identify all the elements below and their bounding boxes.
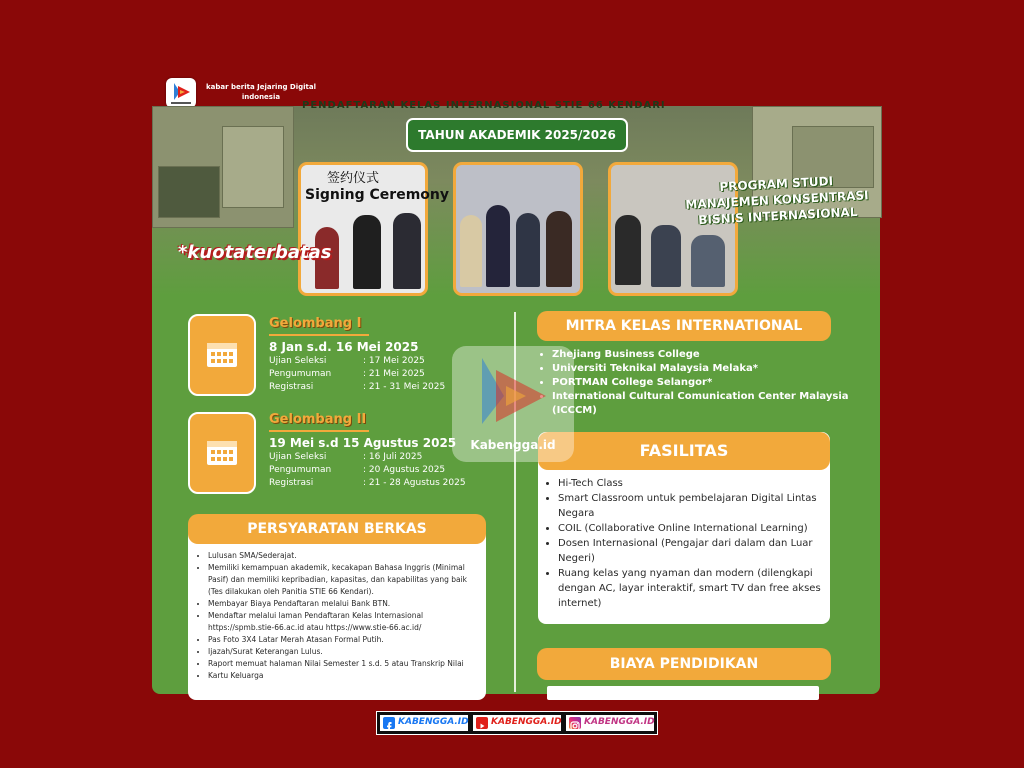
facebook-icon <box>383 717 395 729</box>
facilities-list <box>542 476 824 611</box>
person-figure <box>486 205 510 287</box>
wave-1-row: Ujian Seleksi : 17 Mei 2025 <box>269 356 425 366</box>
person-figure <box>460 215 482 287</box>
instagram-link[interactable] <box>566 715 654 731</box>
requirement-item: • Mendaftar melalui laman Pendaftaran Kelas Internasional https://spmb.stie-66.ac.id atau https://www.stie-66.ac.id/ <box>208 610 476 634</box>
requirements-list <box>188 550 486 682</box>
person-figure <box>393 213 421 289</box>
facilities-heading: FASILITAS <box>538 432 830 470</box>
partners-heading: MITRA KELAS INTERNATIONAL <box>537 311 831 341</box>
facility-item: • Smart Classroom untuk pembelajaran Digital Lintas Negara <box>558 491 824 521</box>
wave-1-title: Gelombang I <box>269 316 362 331</box>
calendar-box <box>188 412 256 494</box>
person-figure <box>651 225 681 287</box>
requirement-item: • Pas Foto 3X4 Latar Merah Atasan Formal Putih. <box>208 634 476 646</box>
limited-quota-label: *kuotaterbatas <box>178 242 332 263</box>
facility-item: • Hi-Tech Class <box>558 476 824 491</box>
partner-item: • Universiti Teknikal Malaysia Melaka* <box>552 362 872 376</box>
calendar-icon <box>206 340 238 368</box>
social-links-bar <box>376 711 658 735</box>
brand-header[interactable] <box>166 78 316 108</box>
wave-2-date: 19 Mei s.d 15 Agustus 2025 <box>269 436 457 450</box>
requirements-card <box>188 520 486 700</box>
wave-1-row: Registrasi : 21 - 31 Mei 2025 <box>269 382 446 392</box>
building <box>222 126 284 208</box>
requirements-heading: PERSYARATAN BERKAS <box>188 514 486 544</box>
signing-ceremony-photo <box>298 162 449 296</box>
wave-2-row: Registrasi : 21 - 28 Agustus 2025 <box>269 478 466 488</box>
wave-1-date: 8 Jan s.d. 16 Mei 2025 <box>269 340 419 354</box>
wave-2-row: Pengumuman : 20 Agustus 2025 <box>269 465 446 475</box>
tuition-table <box>547 686 819 700</box>
facility-item: • COIL (Collaborative Online International Learning) <box>558 521 824 536</box>
requirement-item: • Memiliki kemampuan akademik, kecakapan Bahasa Inggris (Minimal Pasif) dan memiliki kepribadian, kapasitas, dan kapabilitas yang baik (Tes dilakukan oleh Panitia STIE 66 Kendari). <box>208 562 476 598</box>
instagram-icon <box>569 717 581 729</box>
calendar-icon <box>206 438 238 466</box>
requirement-item: • Ijazah/Surat Keterangan Lulus. <box>208 646 476 658</box>
partner-item: • International Cultural Comunication Center Malaysia (ICCCM) <box>552 390 872 418</box>
facebook-link[interactable] <box>380 715 468 731</box>
person-figure <box>615 215 641 285</box>
person-figure <box>546 211 572 287</box>
watermark <box>452 346 574 462</box>
program-title: PROGRAM STUDI MANAJEMEN KONSENTRASI BISNIS INTERNASIONAL <box>685 174 869 228</box>
instagram-label: KABENGGA.ID <box>584 717 655 727</box>
building <box>158 166 220 218</box>
poster-main-title: PENDAFTARAN KELAS INTERNASIONAL STIE 66 KENDARI <box>302 100 666 111</box>
facebook-label: KABENGGA.ID <box>398 717 469 727</box>
brand-tagline: kabar berita Jejaring Digital indonesia <box>206 83 316 101</box>
academic-year-badge: TAHUN AKADEMIK 2025/2026 <box>406 118 628 152</box>
requirement-item: • Membayar Biaya Pendaftaran melalui Bank BTN. <box>208 598 476 610</box>
partner-item: • PORTMAN College Selangor* <box>552 376 872 390</box>
person-figure <box>516 213 540 287</box>
wave-2-underline <box>269 430 369 432</box>
watermark-text: Kabengga.id <box>470 438 556 452</box>
person-figure <box>691 235 725 287</box>
youtube-link[interactable] <box>473 715 561 731</box>
youtube-label: KABENGGA.ID <box>491 717 562 727</box>
watermark-logo-icon <box>452 346 574 438</box>
brand-logo <box>166 78 196 108</box>
wave-1-underline <box>269 334 369 336</box>
youtube-icon <box>476 717 488 729</box>
signing-caption-english: Signing Ceremony <box>305 187 449 203</box>
partner-item: • Zhejiang Business College <box>552 348 872 362</box>
signing-caption-chinese: 签约仪式 <box>327 171 380 186</box>
wave-1-row: Pengumuman : 21 Mei 2025 <box>269 369 425 379</box>
facility-item: • Dosen Internasional (Pengajar dari dalam dan Luar Negeri) <box>558 536 824 566</box>
wave-2-row: Ujian Seleksi : 16 Juli 2025 <box>269 452 423 462</box>
calendar-box <box>188 314 256 396</box>
requirement-item: • Raport memuat halaman Nilai Semester 1 s.d. 5 atau Transkrip Nilai <box>208 658 476 670</box>
tuition-heading: BIAYA PENDIDIKAN <box>537 648 831 680</box>
group-photo <box>453 162 583 296</box>
partners-list <box>538 348 872 418</box>
facility-item: • Ruang kelas yang nyaman dan modern (dilengkapi dengan AC, layar interaktif, smart TV dan free akses internet) <box>558 566 824 611</box>
wave-2-title: Gelombang II <box>269 412 367 427</box>
requirement-item: • Kartu Keluarga <box>208 670 476 682</box>
person-figure <box>353 215 381 289</box>
kabengga-logo-icon <box>166 78 196 108</box>
requirement-item: • Lulusan SMA/Sederajat. <box>208 550 476 562</box>
